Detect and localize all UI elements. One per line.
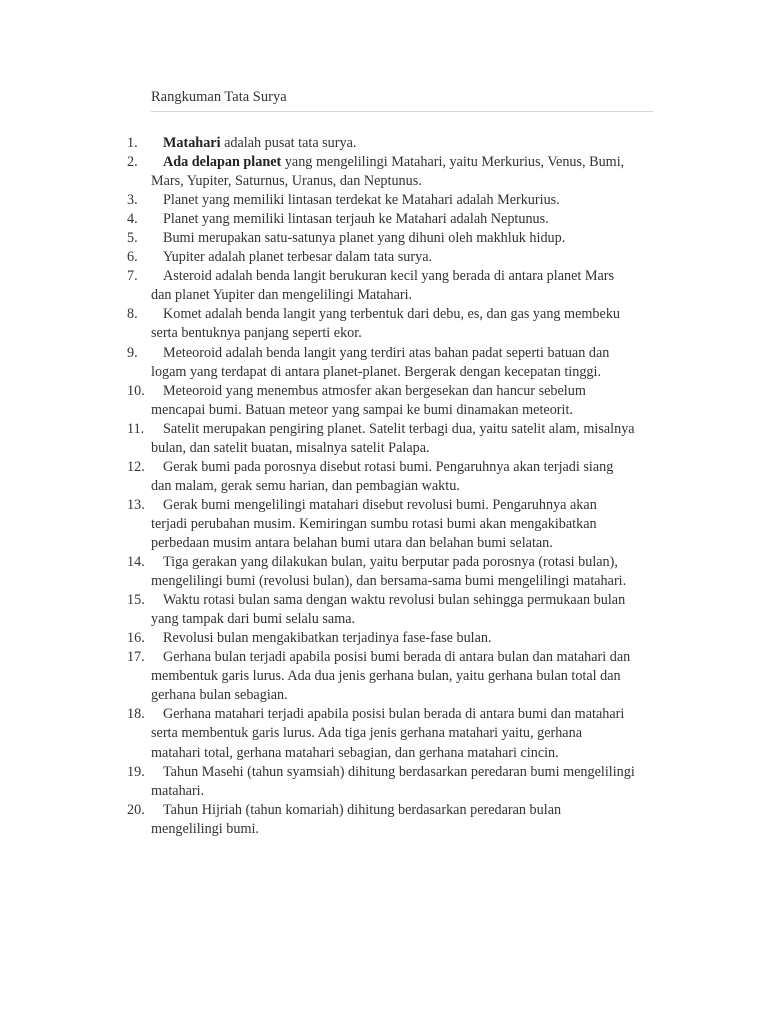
list-item-body-text: Planet yang memiliki lintasan terdekat ke Matahari adalah Merkurius. bbox=[163, 192, 560, 209]
list-item-number: 8. bbox=[127, 306, 138, 323]
list-item-text bbox=[151, 344, 635, 382]
list-item-bold-text: Ada delapan planet bbox=[163, 154, 282, 171]
list-item-body-text: adalah pusat tata surya. bbox=[220, 135, 357, 151]
list-item-body-text: Gerhana matahari terjadi apabila posisi bulan berada di antara bumi dan matahari serta membentuk garis lurus. Ada tiga jenis gerhana matahari yaitu, gerhana matahari total, gerhana matahari sebagian, dan gerhana matahari cincin. bbox=[151, 706, 625, 761]
list-item-number: 10. bbox=[127, 382, 145, 399]
list-item bbox=[0, 458, 635, 496]
list-item-body-text: Meteoroid adalah benda langit yang terdiri atas bahan padat seperti batuan dan logam yang terdapat di antara planet-planet. Bergerak dengan kecepatan tinggi. bbox=[151, 344, 610, 380]
list-item-text bbox=[151, 153, 635, 191]
list-item-body-text: Bumi merupakan satu-satunya planet yang dihuni oleh makhluk hidup. bbox=[163, 230, 566, 247]
list-item-body-text: Meteoroid yang menembus atmosfer akan bergesekan dan hancur sebelum mencapai bumi. Batuan meteor yang sampai ke bumi dinamakan meteorit. bbox=[151, 382, 586, 418]
list-item-number: 11. bbox=[127, 420, 145, 437]
list-item-number: 14. bbox=[127, 554, 145, 571]
list-item bbox=[0, 382, 635, 420]
list-item-body-text: yang mengelilingi Matahari, yaitu Merkurius, Venus, Bumi, Mars, Yupiter, Saturnus, Uranus, dan Neptunus. bbox=[151, 154, 625, 190]
list-item-number: 2. bbox=[127, 154, 138, 171]
list-item-body-text: Tahun Masehi (tahun syamsiah) dihitung berdasarkan peredaran bumi mengelilingi matahari. bbox=[151, 763, 635, 799]
list-item-text bbox=[151, 629, 635, 648]
list-item-text bbox=[151, 267, 635, 305]
list-item bbox=[0, 591, 635, 629]
list-item-text bbox=[151, 648, 635, 705]
summary-list bbox=[0, 134, 768, 839]
list-item-text bbox=[151, 382, 635, 420]
list-item-body-text: Gerhana bulan terjadi apabila posisi bumi berada di antara bulan dan matahari dan membentuk garis lurus. Ada dua jenis gerhana bulan, yaitu gerhana bulan total dan gerhana bulan sebagian. bbox=[151, 649, 631, 704]
list-item-text bbox=[151, 229, 635, 248]
list-item-body-text: Planet yang memiliki lintasan terjauh ke Matahari adalah Neptunus. bbox=[163, 211, 549, 228]
list-item-number: 17. bbox=[127, 649, 145, 666]
list-item bbox=[0, 134, 635, 153]
list-item-number: 1. bbox=[127, 135, 138, 151]
list-item bbox=[0, 267, 635, 305]
list-item bbox=[0, 191, 635, 210]
list-item bbox=[0, 553, 635, 591]
list-item bbox=[0, 153, 635, 191]
list-item-body-text: Komet adalah benda langit yang terbentuk dari debu, es, dan gas yang membeku serta bentuknya panjang seperti ekor. bbox=[151, 306, 621, 342]
list-item-body-text: Satelit merupakan pengiring planet. Satelit terbagi dua, yaitu satelit alam, misalnya bulan, dan satelit buatan, misalnya satelit Palapa. bbox=[151, 420, 635, 456]
list-item-number: 12. bbox=[127, 458, 145, 475]
list-item-text bbox=[151, 420, 635, 458]
list-item bbox=[0, 210, 635, 229]
list-item-text bbox=[151, 763, 635, 801]
list-item-body-text: Yupiter adalah planet terbesar dalam tata surya. bbox=[163, 249, 433, 266]
list-item-number: 3. bbox=[127, 192, 138, 209]
list-item bbox=[0, 229, 635, 248]
list-item bbox=[0, 763, 635, 801]
list-item-text bbox=[151, 496, 635, 553]
list-item-number: 5. bbox=[127, 230, 138, 247]
list-item-number: 6. bbox=[127, 249, 138, 266]
list-item-text bbox=[151, 134, 635, 153]
list-item-body-text: Gerak bumi mengelilingi matahari disebut revolusi bumi. Pengaruhnya akan terjadi perubahan musim. Kemiringan sumbu rotasi bumi akan mengakibatkan perbedaan musim antara belahan bumi utara dan belahan bumi selatan. bbox=[151, 496, 597, 551]
list-item-number: 15. bbox=[127, 592, 145, 609]
list-item-body-text: Asteroid adalah benda langit berukuran kecil yang berada di antara planet Mars dan planet Yupiter dan mengelilingi Matahari. bbox=[151, 268, 615, 304]
list-item-text bbox=[151, 591, 635, 629]
list-item bbox=[0, 305, 635, 343]
list-item bbox=[0, 648, 635, 705]
list-item-body-text: Tahun Hijriah (tahun komariah) dihitung berdasarkan peredaran bulan mengelilingi bumi. bbox=[151, 801, 562, 837]
list-item-text bbox=[151, 210, 635, 229]
title-divider bbox=[151, 111, 653, 112]
list-item bbox=[0, 496, 635, 553]
list-item bbox=[0, 248, 635, 267]
list-item-text bbox=[151, 305, 635, 343]
list-item-number: 19. bbox=[127, 763, 145, 780]
list-item bbox=[0, 420, 635, 458]
list-item bbox=[0, 705, 635, 762]
list-item-body-text: Tiga gerakan yang dilakukan bulan, yaitu berputar pada porosnya (rotasi bulan), mengelilingi bumi (revolusi bulan), dan bersama-sama bumi mengelilingi matahari. bbox=[151, 554, 627, 590]
list-item-text bbox=[151, 248, 635, 267]
list-item-text bbox=[151, 801, 635, 839]
list-item-text bbox=[151, 191, 635, 210]
document-title: Rangkuman Tata Surya bbox=[151, 89, 287, 105]
list-item bbox=[0, 629, 635, 648]
list-item bbox=[0, 801, 635, 839]
list-item-text bbox=[151, 705, 635, 762]
list-item bbox=[0, 344, 635, 382]
list-item-number: 18. bbox=[127, 706, 145, 723]
list-item-number: 4. bbox=[127, 211, 138, 228]
list-item-number: 16. bbox=[127, 630, 145, 647]
list-item-number: 7. bbox=[127, 268, 138, 285]
list-item-number: 9. bbox=[127, 344, 138, 361]
list-item-body-text: Waktu rotasi bulan sama dengan waktu revolusi bulan sehingga permukaan bulan yang tampak dari bumi selalu sama. bbox=[151, 592, 626, 628]
list-item-number: 13. bbox=[127, 496, 145, 513]
list-item-number: 20. bbox=[127, 801, 145, 818]
list-item-text bbox=[151, 458, 635, 496]
list-item-text bbox=[151, 553, 635, 591]
list-item-body-text: Revolusi bulan mengakibatkan terjadinya fase-fase bulan. bbox=[163, 630, 492, 647]
list-item-body-text: Gerak bumi pada porosnya disebut rotasi bumi. Pengaruhnya akan terjadi siang dan malam, gerak semu harian, dan pembagian waktu. bbox=[151, 458, 614, 494]
list-item-bold-text: Matahari bbox=[163, 135, 221, 151]
